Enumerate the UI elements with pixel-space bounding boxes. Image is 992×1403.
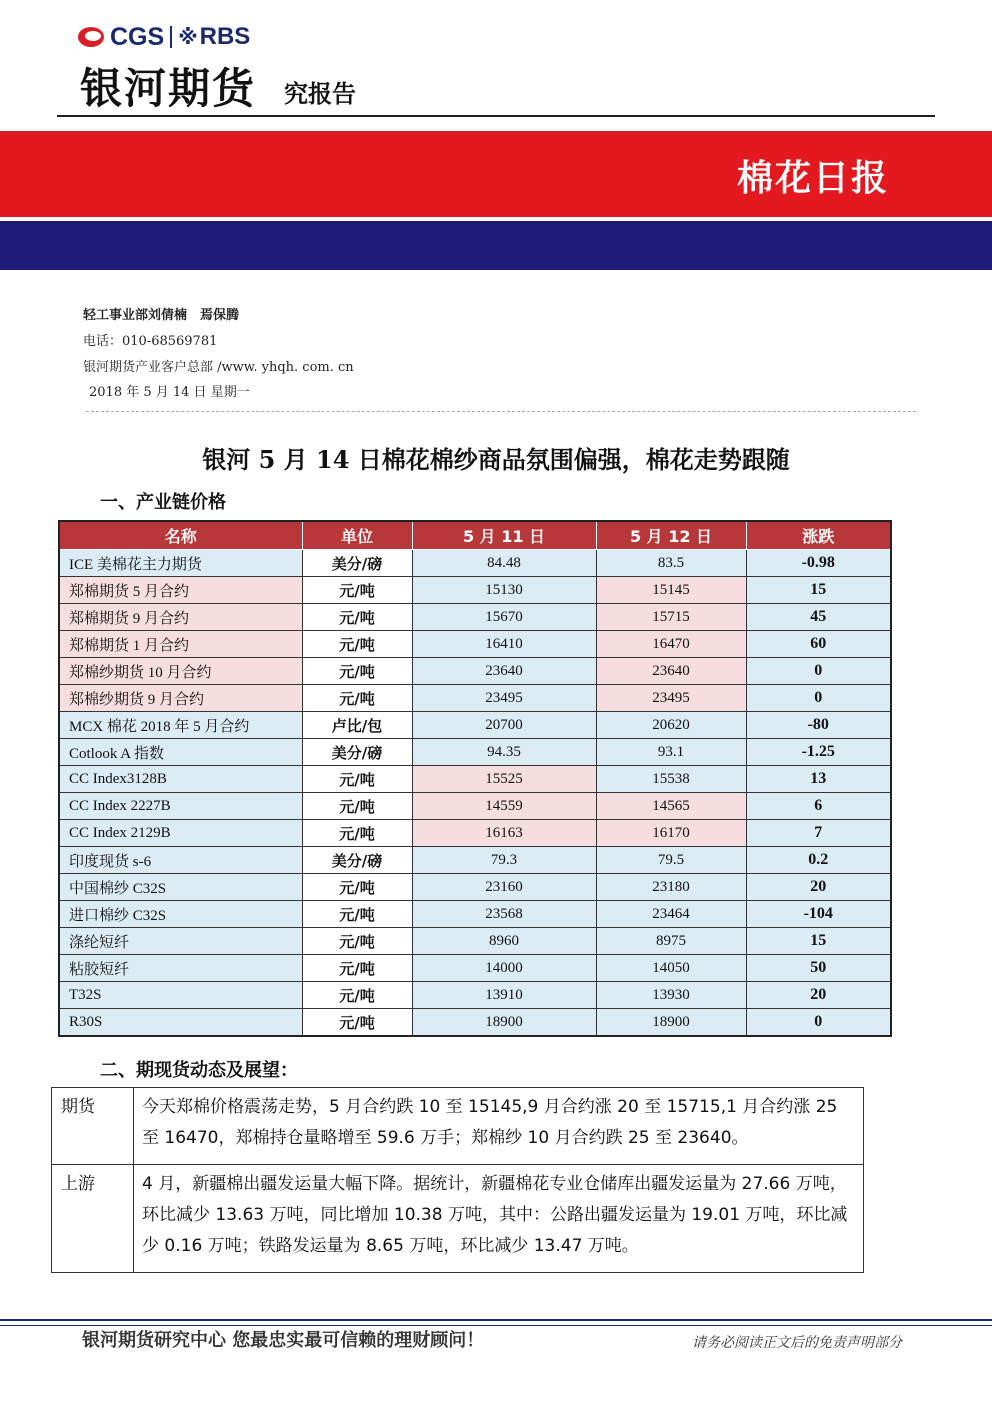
row-unit-cell: 美分/磅 — [302, 550, 412, 577]
table-row — [59, 793, 891, 820]
table-row — [59, 604, 891, 631]
header-rule — [57, 115, 935, 117]
row-value-date1: 8960 — [412, 928, 596, 955]
row-change-cell: -104 — [746, 901, 891, 928]
table-row — [59, 739, 891, 766]
commentary-table — [51, 1087, 864, 1273]
row-unit-cell: 元/吨 — [302, 685, 412, 712]
row-value-date2: 14050 — [596, 955, 746, 982]
commentary-text: 4 月，新疆棉出疆发运量大幅下降。据统计，新疆棉花专业仓储库出疆发运量为 27.66 万吨，环比减少 13.63 万吨，同比增加 10.38 万吨，其中：公路出疆发运量为 19.01 万吨，环比减少 0.16 万吨；铁路发运量为 8.65 万吨，环比减少 13.47 万吨。 — [134, 1165, 864, 1273]
row-change-cell: 45 — [746, 604, 891, 631]
row-value-date1: 23640 — [412, 658, 596, 685]
row-unit-cell: 元/吨 — [302, 901, 412, 928]
report-date: 2018 年 5 月 14 日 星期一 — [89, 385, 250, 400]
table-row — [59, 874, 891, 901]
row-change-cell: 7 — [746, 820, 891, 847]
table-row — [59, 982, 891, 1009]
col-header-unit: 单位 — [302, 521, 412, 550]
row-unit-cell: 元/吨 — [302, 631, 412, 658]
row-value-date1: 16163 — [412, 820, 596, 847]
row-value-date2: 79.5 — [596, 847, 746, 874]
footer-disclaimer: 请务必阅读正文后的免责声明部分 — [692, 1335, 902, 1351]
col-header-name: 名称 — [59, 521, 302, 550]
row-change-cell: 50 — [746, 955, 891, 982]
row-change-cell: 0 — [746, 1009, 891, 1037]
col-header-change: 涨跌 — [746, 521, 891, 550]
row-value-date1: 18900 — [412, 1009, 596, 1037]
row-change-cell: 15 — [746, 928, 891, 955]
row-unit-cell: 元/吨 — [302, 982, 412, 1009]
row-value-date1: 15670 — [412, 604, 596, 631]
row-value-date1: 20700 — [412, 712, 596, 739]
row-change-cell: 13 — [746, 766, 891, 793]
table-row — [52, 1165, 864, 1273]
row-value-date1: 94.35 — [412, 739, 596, 766]
row-value-date1: 15130 — [412, 577, 596, 604]
logo-divider — [170, 26, 172, 48]
row-value-date2: 23495 — [596, 685, 746, 712]
row-change-cell: -1.25 — [746, 739, 891, 766]
author-dept: 轻工事业部刘倩楠 焉保腾 — [83, 308, 240, 323]
row-unit-cell: 元/吨 — [302, 928, 412, 955]
cgs-swirl-icon — [78, 24, 108, 50]
table-row — [59, 901, 891, 928]
row-value-date2: 20620 — [596, 712, 746, 739]
row-value-date1: 23568 — [412, 901, 596, 928]
table-row — [59, 631, 891, 658]
logo-rbs-text: RBS — [199, 23, 251, 50]
row-name-cell: R30S — [59, 1009, 302, 1037]
row-value-date2: 16170 — [596, 820, 746, 847]
row-unit-cell: 元/吨 — [302, 766, 412, 793]
row-name-cell: 中国棉纱 C32S — [59, 874, 302, 901]
logo-cgs-text: CGS — [110, 22, 165, 51]
row-unit-cell: 元/吨 — [302, 604, 412, 631]
row-change-cell: 0 — [746, 658, 891, 685]
row-unit-cell: 元/吨 — [302, 820, 412, 847]
table-row — [59, 550, 891, 577]
row-value-date1: 14000 — [412, 955, 596, 982]
row-change-cell: -0.98 — [746, 550, 891, 577]
table-row — [59, 658, 891, 685]
row-change-cell: 0 — [746, 685, 891, 712]
table-row — [59, 685, 891, 712]
report-band-title: 棉花日报 — [736, 158, 889, 199]
commentary-label: 期货 — [52, 1088, 134, 1165]
table-row — [59, 928, 891, 955]
row-name-cell: 粘胶短纤 — [59, 955, 302, 982]
row-name-cell: 郑棉期货 1 月合约 — [59, 631, 302, 658]
row-change-cell: 15 — [746, 577, 891, 604]
row-value-date2: 14565 — [596, 793, 746, 820]
row-value-date2: 16470 — [596, 631, 746, 658]
row-name-cell: CC Index3128B — [59, 766, 302, 793]
row-value-date2: 15145 — [596, 577, 746, 604]
table-row — [59, 766, 891, 793]
row-name-cell: T32S — [59, 982, 302, 1009]
price-table — [58, 520, 892, 1037]
dashed-divider — [86, 411, 916, 412]
row-value-date2: 23180 — [596, 874, 746, 901]
row-value-date2: 93.1 — [596, 739, 746, 766]
col-header-date2: 5 月 12 日 — [596, 521, 746, 550]
row-value-date2: 83.5 — [596, 550, 746, 577]
row-name-cell: 郑棉期货 5 月合约 — [59, 577, 302, 604]
row-name-cell: 涤纶短纤 — [59, 928, 302, 955]
row-unit-cell: 元/吨 — [302, 658, 412, 685]
row-value-date1: 13910 — [412, 982, 596, 1009]
row-change-cell: 6 — [746, 793, 891, 820]
row-name-cell: ICE 美棉花主力期货 — [59, 550, 302, 577]
table-row — [52, 1088, 864, 1165]
col-header-date1: 5 月 11 日 — [412, 521, 596, 550]
row-name-cell: CC Index 2227B — [59, 793, 302, 820]
table-row — [59, 577, 891, 604]
footer-slogan: 银河期货研究中心 您最忠实最可信赖的理财顾问！ — [82, 1330, 485, 1351]
row-name-cell: 郑棉纱期货 9 月合约 — [59, 685, 302, 712]
table-row — [59, 1009, 891, 1037]
row-unit-cell: 元/吨 — [302, 874, 412, 901]
row-change-cell: 20 — [746, 874, 891, 901]
row-value-date2: 15715 — [596, 604, 746, 631]
rbs-mark-icon: ※ — [178, 25, 198, 49]
company-logo — [78, 22, 250, 52]
table-row — [59, 847, 891, 874]
row-value-date2: 23464 — [596, 901, 746, 928]
row-value-date1: 14559 — [412, 793, 596, 820]
row-value-date2: 13930 — [596, 982, 746, 1009]
row-value-date1: 79.3 — [412, 847, 596, 874]
row-change-cell: 0.2 — [746, 847, 891, 874]
section-heading-prices: 一、产业链价格 — [100, 492, 226, 513]
row-value-date1: 23495 — [412, 685, 596, 712]
report-title: 银河 5 月 14 日棉花棉纱商品氛围偏强，棉花走势跟随 — [202, 445, 790, 474]
author-phone: 电话：010-68569781 — [83, 334, 218, 349]
row-unit-cell: 元/吨 — [302, 955, 412, 982]
section-heading-outlook: 二、期现货动态及展望： — [100, 1060, 298, 1081]
row-name-cell: MCX 棉花 2018 年 5 月合约 — [59, 712, 302, 739]
row-change-cell: 60 — [746, 631, 891, 658]
row-value-date2: 18900 — [596, 1009, 746, 1037]
row-change-cell: 20 — [746, 982, 891, 1009]
row-value-date1: 16410 — [412, 631, 596, 658]
report-type: 究报告 — [284, 80, 356, 108]
row-unit-cell: 美分/磅 — [302, 847, 412, 874]
brand-name: 银河期货 — [80, 64, 257, 113]
commentary-label: 上游 — [52, 1165, 134, 1273]
table-row — [59, 820, 891, 847]
row-name-cell: 郑棉纱期货 10 月合约 — [59, 658, 302, 685]
table-row — [59, 712, 891, 739]
table-header-row — [59, 521, 891, 550]
row-unit-cell: 元/吨 — [302, 577, 412, 604]
author-website: 银河期货产业客户总部 /www. yhqh. com. cn — [83, 360, 354, 375]
row-unit-cell: 元/吨 — [302, 793, 412, 820]
footer-rule — [0, 1319, 992, 1321]
navy-band — [0, 221, 992, 270]
row-value-date1: 84.48 — [412, 550, 596, 577]
row-unit-cell: 卢比/包 — [302, 712, 412, 739]
row-name-cell: 进口棉纱 C32S — [59, 901, 302, 928]
table-row — [59, 955, 891, 982]
row-unit-cell: 元/吨 — [302, 1009, 412, 1037]
row-unit-cell: 美分/磅 — [302, 739, 412, 766]
row-name-cell: 郑棉期货 9 月合约 — [59, 604, 302, 631]
row-name-cell: Cotlook A 指数 — [59, 739, 302, 766]
row-name-cell: 印度现货 s-6 — [59, 847, 302, 874]
row-name-cell: CC Index 2129B — [59, 820, 302, 847]
row-value-date2: 8975 — [596, 928, 746, 955]
row-value-date2: 23640 — [596, 658, 746, 685]
row-value-date1: 23160 — [412, 874, 596, 901]
row-change-cell: -80 — [746, 712, 891, 739]
row-value-date1: 15525 — [412, 766, 596, 793]
row-value-date2: 15538 — [596, 766, 746, 793]
commentary-text: 今天郑棉价格震荡走势，5 月合约跌 10 至 15145,9 月合约涨 20 至 15715,1 月合约涨 25 至 16470，郑棉持仓量略增至 59.6 万手；郑棉纱 10 月合约跌 25 至 23640。 — [134, 1088, 864, 1165]
